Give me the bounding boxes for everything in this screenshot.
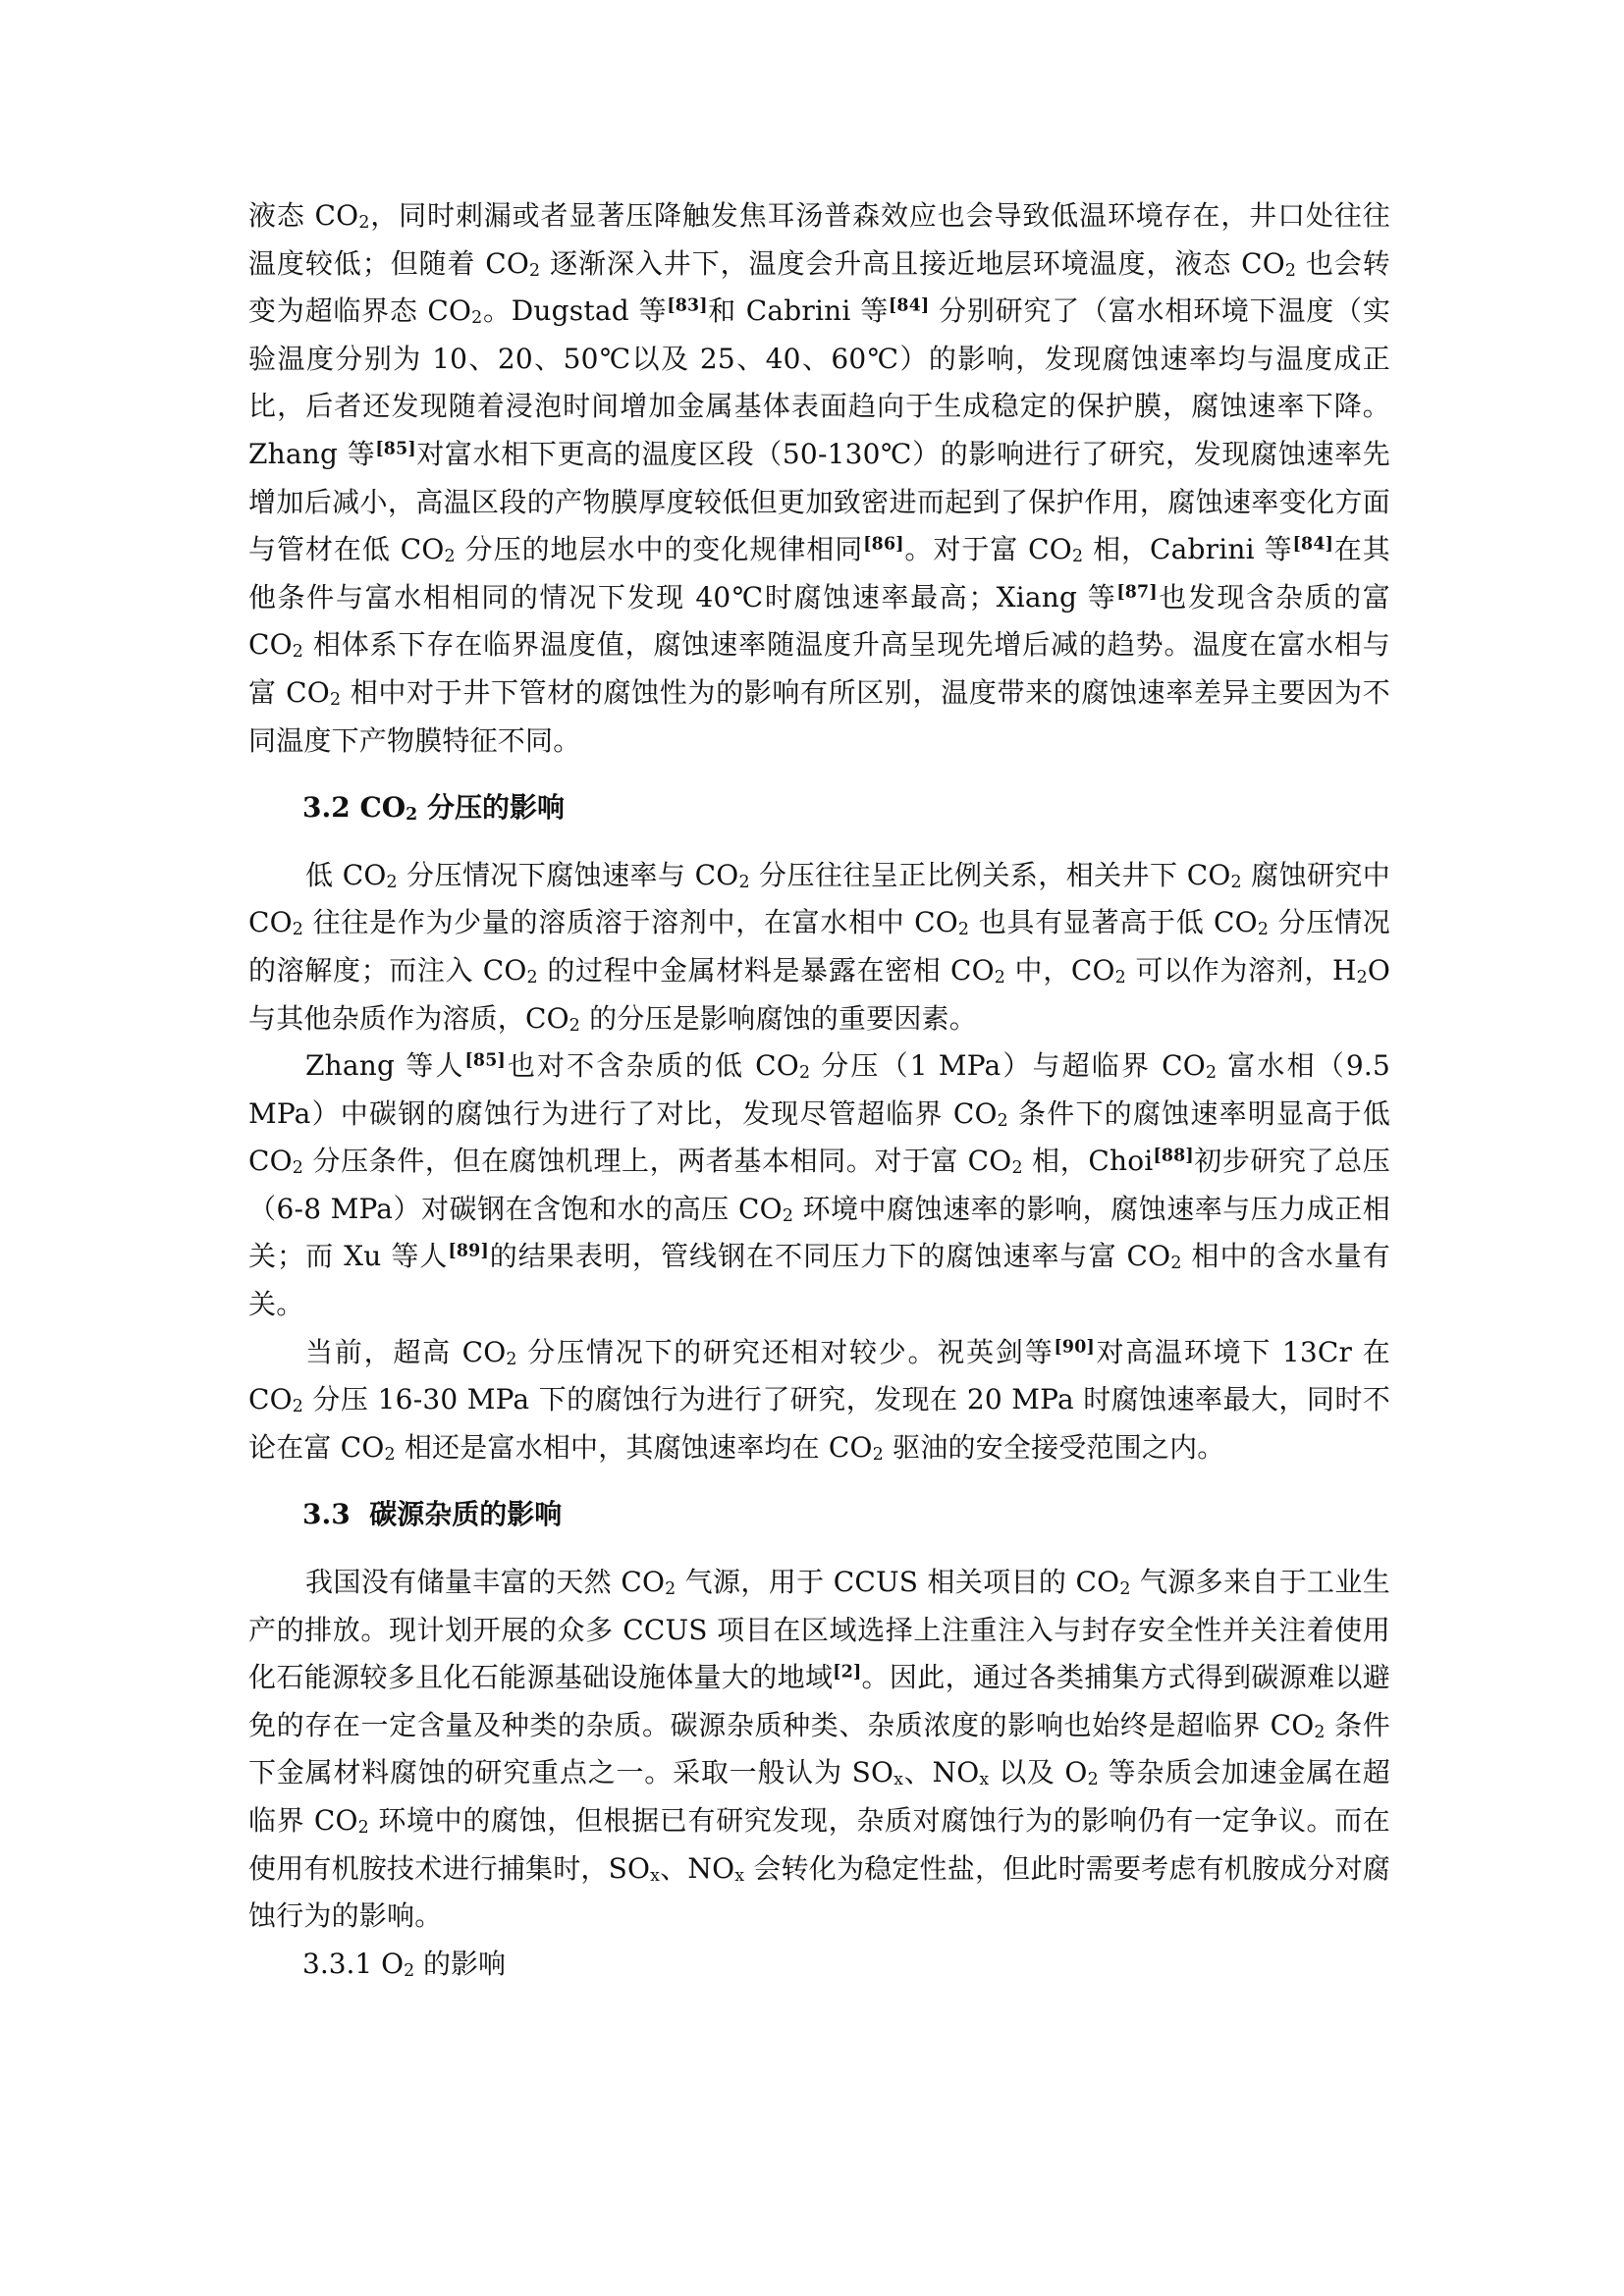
paragraph-high-pressure: 当前，超高 $CO_2$ 分压情况下的研究还相对较少。祝英剑等[90]对高温环境下 13Cr 在 $CO_2$ 分压 16-30 MPa 下的腐蚀行为进行了研究，发现在 20 MPa 时腐蚀速率最大，同时不论在富 $CO_2$ 相还是富水相中，其腐蚀速率均在 $CO_2$ 驱油的安全接受范围之内。 <box>248 1335 1391 1465</box>
paragraph-carbon-source-impurities: 我国没有储量丰富的天然 $CO_2$ 气源，用于 CCUS 相关项目的 $CO_2$ 气源多来自于工业生产的排放。现计划开展的众多 CCUS 项目在区域选择上注重注入与封存安全性并关注着使用化石能源较多且化石能源基础设施体量大的地域[2]。因此，通过各类捕集方式得到碳源难以避免的存在一定含量及种类的杂质。碳源杂质种类、杂质浓度的影响也始终是超临界 $CO_2$ 条件下金属材料腐蚀的研究重点之一。采取一般认为 $SO_x$、$NO_x$ 以及 $O_2$ 等杂质会加速金属在超临界 $CO_2$ 环境中的腐蚀，但根据已有研究发现，杂质对腐蚀行为的影响仍有一定争议。而在使用有机胺技术进行捕集时，$SO_x$、$NO_x$ 会转化为稳定性盐，但此时需要考虑有机胺成分对腐蚀行为的影响。 <box>248 1566 1391 1933</box>
page-body <box>248 192 1390 1988</box>
section-heading-3-3: 3.3 碳源杂质的影响 <box>302 1498 563 1531</box>
section-heading-3-2: 3.2 $CO_2$ 分压的影响 <box>302 791 565 826</box>
paragraph-temperature-continued: 液态 $CO_2$，同时刺漏或者显著压降触发焦耳汤普森效应也会导致低温环境存在，井口处往往温度较低；但随着 $CO_2$ 逐渐深入井下，温度会升高且接近地层环境温度，液态 $CO_2$ 也会转变为超临界态 $CO_2$。Dugstad 等[83]和 Cabrini 等[84] 分别研究了（富水相环境下温度（实验温度分别为 10、20、50℃以及 25、40、60℃）的影响，发现腐蚀速率均与温度成正比，后者还发现随着浸泡时间增加金属基体表面趋向于生成稳定的保护膜，腐蚀速率下降。Zhang 等[85]对富水相下更高的温度区段（50-130℃）的影响进行了研究，发现腐蚀速率先增加后减小，高温区段的产物膜厚度较低但更加致密进而起到了保护作用，腐蚀速率变化方面与管材在低 $CO_2$ 分压的地层水中的变化规律相同[86]。对于富 $CO_2$ 相，Cabrini 等[84]在其他条件与富水相相同的情况下发现 40℃时腐蚀速率最高；Xiang 等[87]也发现含杂质的富 $CO_2$ 相体系下存在临界温度值，腐蚀速率随温度升高呈现先增后减的趋势。温度在富水相与富 $CO_2$ 相中对于井下管材的腐蚀性为的影响有所区别，温度带来的腐蚀速率差异主要因为不同温度下产物膜特征不同。 <box>248 199 1391 757</box>
paragraph-partial-pressure-intro: 低 $CO_2$ 分压情况下腐蚀速率与 $CO_2$ 分压往往呈正比例关系，相关井下 $CO_2$ 腐蚀研究中 $CO_2$ 往往是作为少量的溶质溶于溶剂中，在富水相中 $CO_2$ 也具有显著高于低 $CO_2$ 分压情况的溶解度；而注入 $CO_2$ 的过程中金属材料是暴露在密相 $CO_2$ 中，$CO_2$ 可以作为溶剂，$H_2O$ 与其他杂质作为溶质，$CO_2$ 的分压是影响腐蚀的重要因素。 <box>248 858 1391 1036</box>
paragraph-partial-pressure-studies: Zhang 等人[85]也对不含杂质的低 $CO_2$ 分压（1 MPa）与超临界 $CO_2$ 富水相（9.5 MPa）中碳钢的腐蚀行为进行了对比，发现尽管超临界 $CO_2$ 条件下的腐蚀速率明显高于低 $CO_2$ 分压条件，但在腐蚀机理上，两者基本相同。对于富 $CO_2$ 相，Choi[88]初步研究了总压（6-8 MPa）对碳钢在含饱和水的高压 $CO_2$ 环境中腐蚀速率的影响，腐蚀速率与压力成正相关；而 Xu 等人[89]的结果表明，管线钢在不同压力下的腐蚀速率与富 $CO_2$ 相中的含水量有关。 <box>248 1049 1391 1321</box>
section-heading-3-3-1: 3.3.1 $O_2$ 的影响 <box>302 1947 507 1981</box>
